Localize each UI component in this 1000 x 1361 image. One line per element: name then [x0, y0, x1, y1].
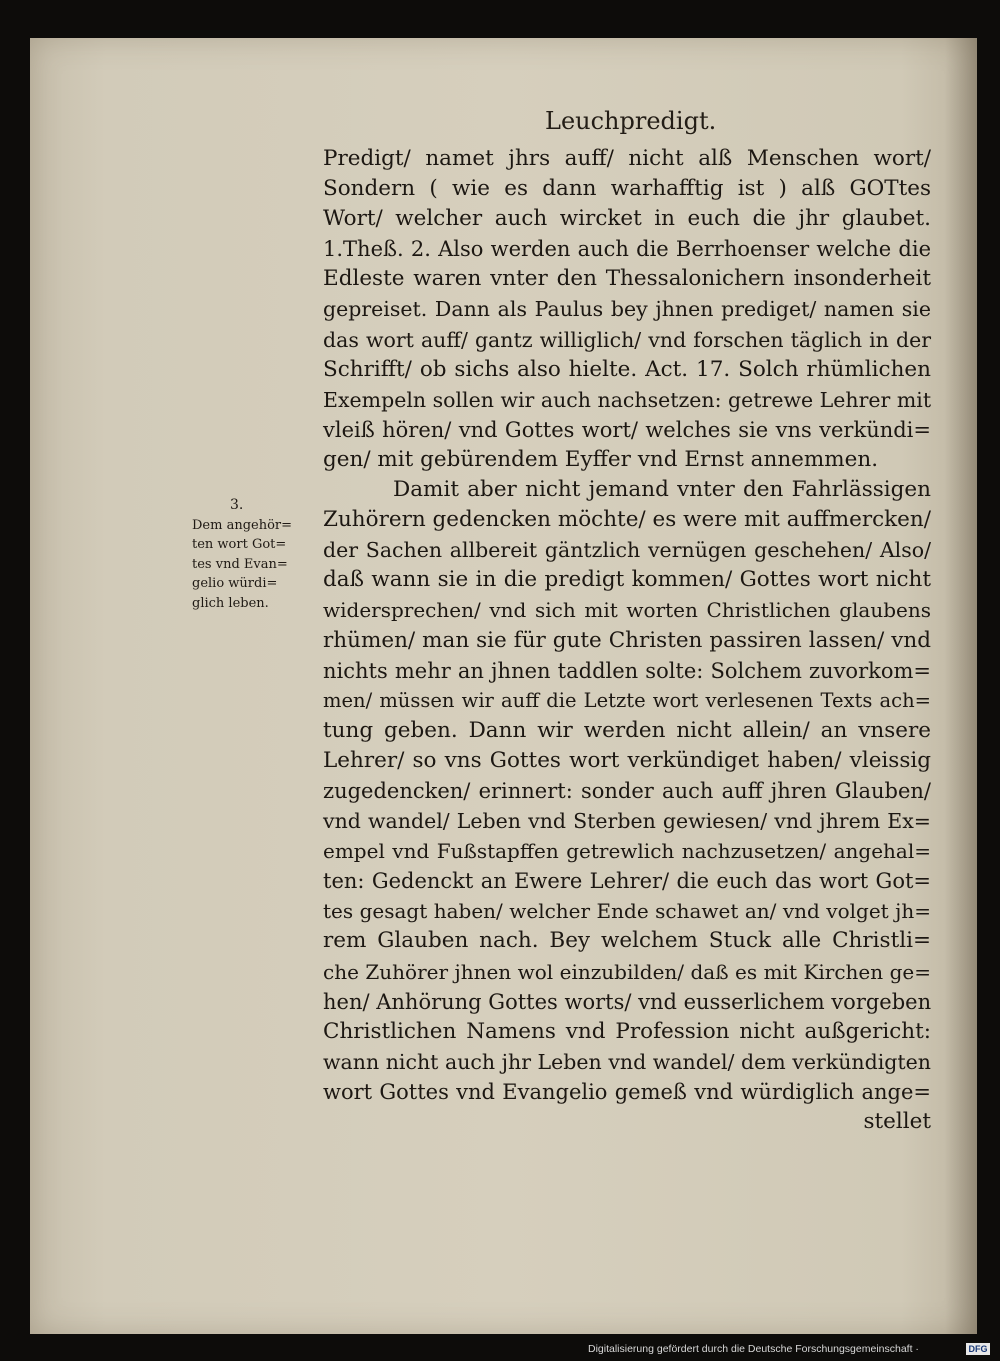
text-line: Sondern ( wie es dann warhafftig ist ) alß GOTtes — [323, 176, 931, 202]
text-line: Lehrer/ so vns Gottes wort verkündiget haben/ vleissig — [323, 747, 931, 773]
text-line: tung geben. Dann wir werden nicht allein/ an vnsere — [323, 717, 931, 743]
margin-note-line: tes vnd Evan= — [192, 556, 288, 572]
text-line: widersprechen/ vnd sich mit worten Christlichen glaubens — [323, 598, 931, 623]
running-head: Leuchpredigt. — [545, 107, 717, 135]
text-line: ten: Gedenckt an Ewere Lehrer/ die euch das wort Got= — [323, 869, 931, 894]
text-line: vnd wandel/ Leben vnd Sterben gewiesen/ vnd jhrem Ex= — [323, 809, 931, 834]
text-line: zugedencken/ erinnert: sonder auch auff jhren Glauben/ — [323, 778, 931, 803]
margin-note — [192, 496, 317, 613]
text-line: Wort/ welcher auch wircket in euch die jhr glaubet. — [323, 206, 931, 232]
text-line: Damit aber nicht jemand vnter den Fahrlässigen — [393, 477, 931, 503]
text-line: der Sachen allbereit gäntzlich vernügen geschehen/ Also/ — [323, 538, 931, 563]
text-line: wann nicht auch jhr Leben vnd wandel/ dem verkündigten — [323, 1049, 931, 1074]
text-line: nichts mehr an jhnen taddlen solte: Solchem zuvorkom= — [323, 658, 931, 683]
digitization-credit: Digitalisierung gefördert durch die Deutsche Forschungsgemeinschaft · — [588, 1343, 919, 1355]
margin-note-line: glich leben. — [192, 595, 269, 611]
text-line: Exempeln sollen wir auch nachsetzen: getrewe Lehrer mit — [323, 387, 932, 412]
text-line: vleiß hören/ vnd Gottes wort/ welches sie vns verkündi= — [323, 417, 931, 442]
margin-note-number: 3. — [230, 497, 244, 513]
margin-note-line: Dem angehör= — [192, 517, 293, 533]
text-line: Zuhörern gedencken möchte/ es were mit auffmercken/ — [323, 507, 931, 533]
body-text — [323, 144, 931, 1137]
text-line: empel vnd Fußstapffen getrewlich nachzusetzen/ angehal= — [323, 839, 931, 864]
catchword: stellet — [863, 1109, 931, 1134]
dfg-logo: DFG — [966, 1343, 990, 1355]
text-line: Edleste waren vnter den Thessalonichern insonderheit — [323, 266, 931, 292]
margin-note-line: gelio würdi= — [192, 576, 278, 591]
text-line: das wort auff/ gantz williglich/ vnd forschen täglich in der — [323, 327, 931, 352]
text-line: rem Glauben nach. Bey welchem Stuck alle Christli= — [323, 928, 931, 954]
text-line: che Zuhörer jhnen wol einzubilden/ daß es mit Kirchen ge= — [323, 959, 931, 984]
text-line: Predigt/ namet jhrs auff/ nicht alß Menschen wort/ — [323, 146, 931, 171]
text-line: wort Gottes vnd Evangelio gemeß vnd würdiglich ange= — [323, 1079, 931, 1104]
text-line: gepreiset. Dann als Paulus bey jhnen prediget/ namen sie — [323, 297, 931, 322]
text-line: Schrifft/ ob sichs also hielte. Act. 17. Solch rhümlichen — [323, 356, 931, 382]
text-line: hen/ Anhörung Gottes worts/ vnd eusserlichem vorgeben — [323, 989, 932, 1014]
text-line: daß wann sie in die predigt kommen/ Gottes wort nicht — [323, 567, 931, 593]
text-line: rhümen/ man sie für gute Christen passiren lassen/ vnd — [323, 627, 931, 653]
text-line: Christlichen Namens vnd Profession nicht außgericht: — [323, 1018, 931, 1044]
text-line: 1.Theß. 2. Also werden auch die Berrhoenser welche die — [323, 237, 931, 262]
text-line: men/ müssen wir auff die Letzte wort verlesenen Texts ach= — [323, 688, 931, 712]
text-line: gen/ mit gebürendem Eyffer vnd Ernst annemmen. — [323, 446, 879, 472]
margin-note-line: ten wort Got= — [192, 537, 287, 552]
text-line: tes gesagt haben/ welcher Ende schawet an/ vnd volget jh= — [323, 899, 931, 924]
